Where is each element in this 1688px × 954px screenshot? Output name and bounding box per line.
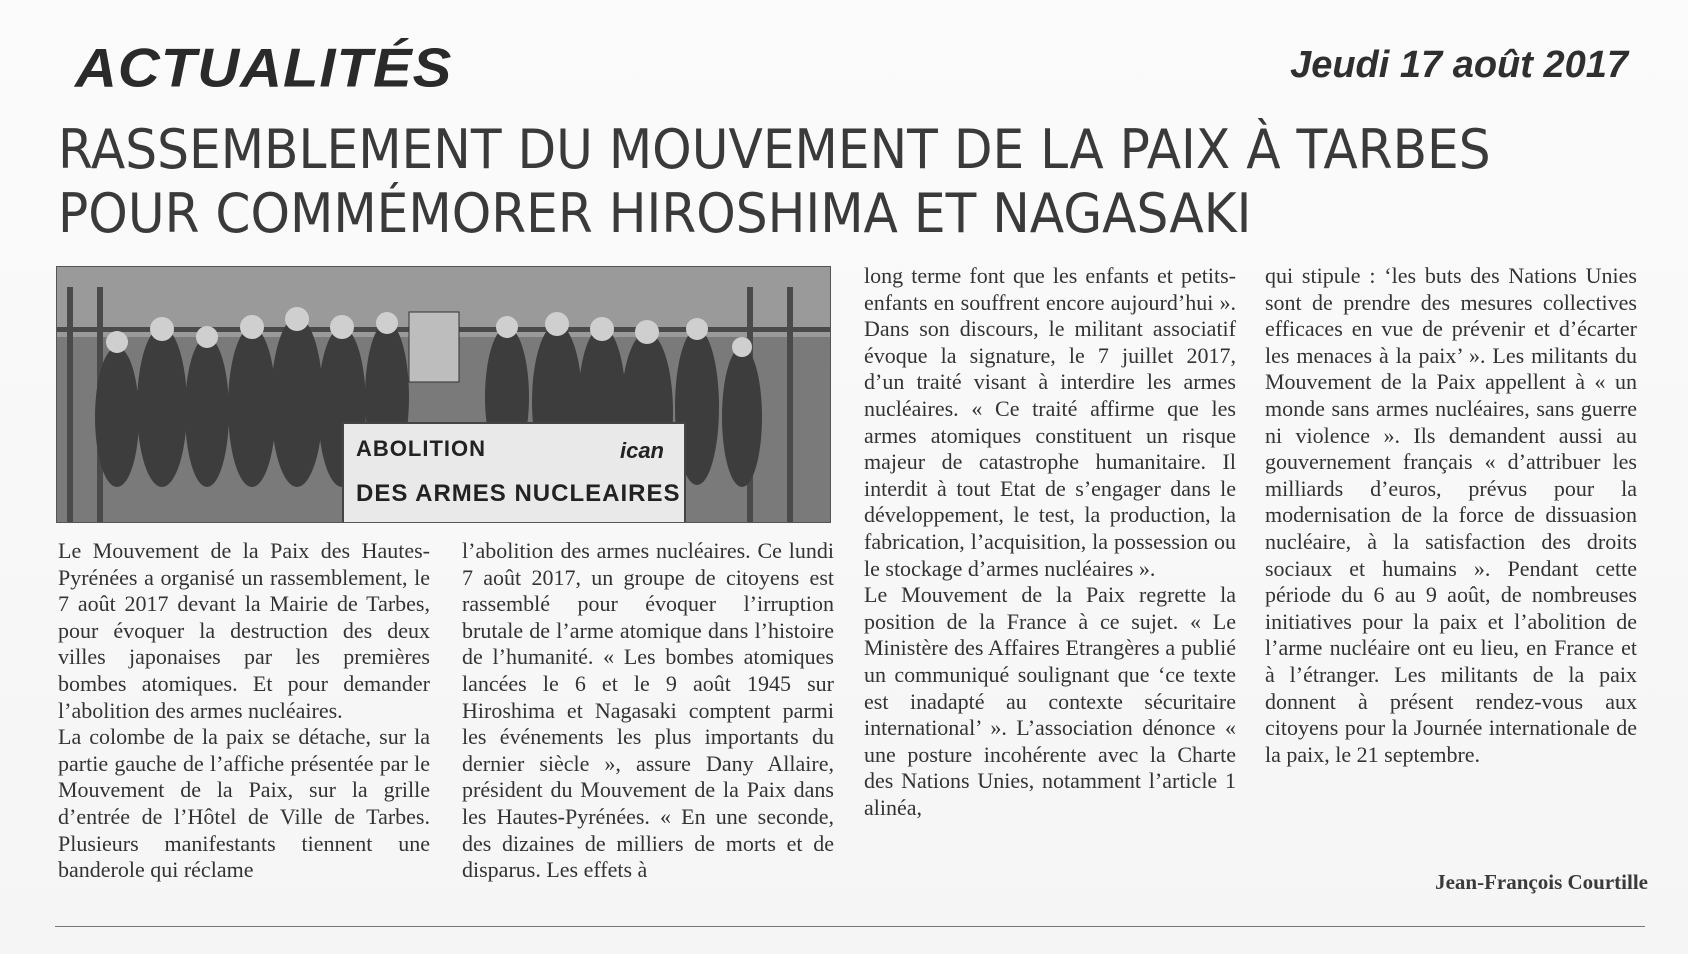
banner-line-2: DES ARMES NUCLEAIRES <box>356 480 681 507</box>
headline-line-1: RASSEMBLEMENT DU MOUVEMENT DE LA PAIX À TARBES <box>58 118 1491 181</box>
banner-line-1: ABOLITION <box>356 436 486 461</box>
author-signature: Jean-François Courtille <box>1435 870 1648 894</box>
bottom-divider <box>55 926 1645 927</box>
paragraph: long terme font que les enfants et petits-enfants en souffrent encore aujourd’hui ». Dans son discours, le militant associatif évoque la signature, le 7 juillet 2017, d’un traité visant à interdire les armes nucléaires. « Ce traité affirme que les armes atomiques constituent un risque majeur de catastrophe humanitaire. Il interdit à tout Etat de s’engager dans le développement, le test, la production, la fabrication, l’acquisition, la possession ou le stockage d’armes nucléaires ». <box>864 263 1236 581</box>
headline-line-2: POUR COMMÉMORER HIROSHIMA ET NAGASAKI <box>58 182 1252 245</box>
publication-date: Jeudi 17 août 2017 <box>1290 44 1628 86</box>
article-column-4 <box>1265 263 1637 768</box>
paragraph: l’abolition des armes nucléaires. Ce lundi 7 août 2017, un groupe de citoyens est rassemblé pour évoquer l’irruption brutale de l’arme atomique dans l’histoire de l’humanité. « Les bombes atomiques lancées le 6 et le 9 août 1945 sur Hiroshima et Nagasaki comptent parmi les événements les plus importants du dernier siècle », assure Dany Allaire, président du Mouvement de la Paix dans les Hautes-Pyrénées. « En une seconde, des dizaines de milliers de morts et de disparus. Les effets à <box>462 538 834 883</box>
article-column-1 <box>58 538 430 884</box>
article-column-2 <box>462 538 834 884</box>
protest-banner <box>342 422 686 523</box>
section-title: ACTUALITÉS <box>75 36 453 99</box>
paragraph: Le Mouvement de la Paix des Hautes-Pyrénées a organisé un rassemblement, le 7 août 2017 devant la Mairie de Tarbes, pour évoquer la destruction des deux villes japonaises par les premières bombes atomiques. Et pour demander l’abolition des armes nucléaires. <box>58 538 430 723</box>
paragraph: qui stipule : ‘les buts des Nations Unies sont de prendre des mesures collectives efficaces en vue de prévenir et d’écarter les menaces à la paix’ ». Les militants du Mouvement de la Paix appellent à « un monde sans armes nucléaires, sans guerre ni violence ». Ils demandent aussi au gouvernement français « d’attribuer les milliards d’euros, prévus pour la modernisation de la force de dissuasion nucléaire, à la satisfaction des droits sociaux et humains ». Pendant cette période du 6 au 9 août, de nombreuses initiatives pour la paix et l’abolition de l’arme nucléaire ont eu lieu, en France et à l’étranger. Les militants de la paix donnent à présent rendez-vous aux citoyens pour la Journée internationale de la paix, le 21 septembre. <box>1265 263 1637 767</box>
paragraph: Le Mouvement de la Paix regrette la position de la France à ce sujet. « Le Ministère des Affaires Etrangères a publié un communiqué soulignant que ‘ce texte est inadapté au contexte sécuritaire international’ ». L’association dénonce « une posture incohérente avec la Charte des Nations Unies, notamment l’article 1 alinéa, <box>864 582 1236 820</box>
article-headline <box>58 118 1648 246</box>
article-photo <box>56 266 831 523</box>
ican-logo: ican <box>619 438 664 463</box>
paragraph: La colombe de la paix se détache, sur la partie gauche de l’affiche présentée par le Mouvement de la Paix, sur la grille d’entrée de l’Hôtel de Ville de Tarbes. Plusieurs manifestants tiennent une banderole qui réclame <box>58 724 430 883</box>
article-column-3 <box>864 263 1236 821</box>
